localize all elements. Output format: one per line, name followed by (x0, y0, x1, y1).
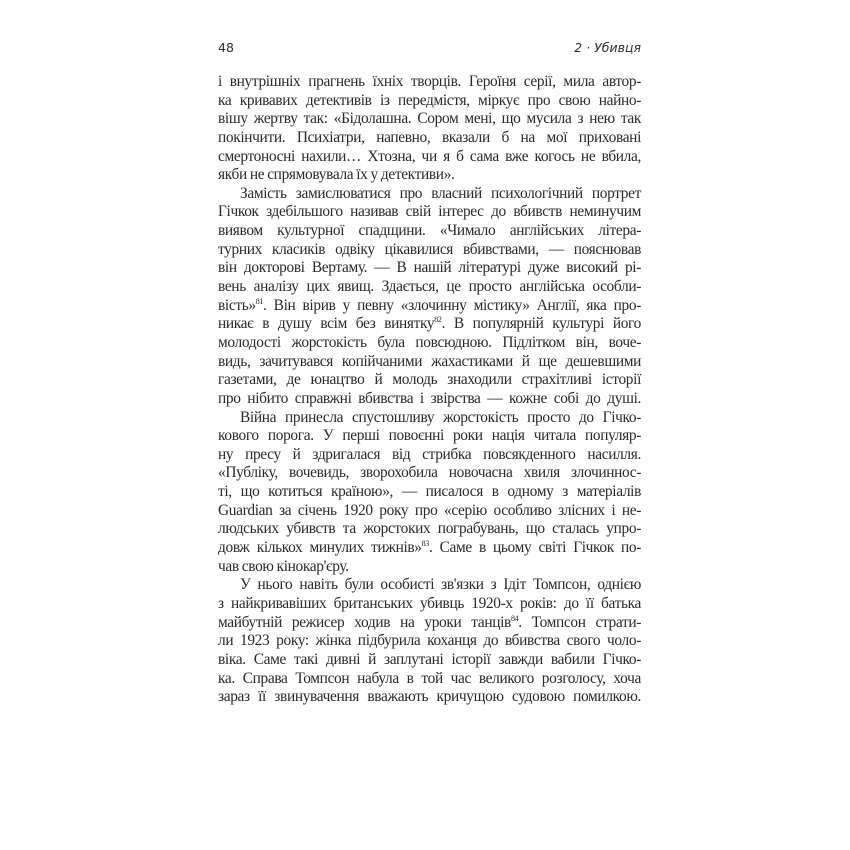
body-text (218, 73, 641, 707)
line-text-continued: . Томпсон страти- (518, 613, 642, 631)
text-line (218, 595, 641, 614)
line-text: Війна принесла спустошливу жорстокість просто до Гічко- (240, 408, 641, 426)
line-text: якби не спрямовувала їх у детективи». (218, 166, 455, 184)
text-line (218, 670, 641, 689)
line-text: вішу жертву так: «Бідолашна. Сором мені, що мусила з нею так (218, 110, 641, 128)
text-line (218, 166, 641, 185)
footnote-marker: 84 (510, 613, 519, 623)
text-line (218, 129, 641, 148)
text-line (218, 92, 641, 111)
text-line (218, 427, 641, 446)
line-text: кового порога. У перші повоєнні роки нація читала популяр- (218, 427, 641, 445)
line-text: майбутній режисер ходив на уроки танців (218, 613, 511, 631)
text-line (218, 539, 641, 558)
text-line (218, 371, 641, 390)
text-line (218, 614, 641, 633)
line-text: він докторові Вертаму. — В нашій літературі дуже високий рі- (218, 259, 641, 277)
text-line (218, 222, 641, 241)
text-line (218, 464, 641, 483)
line-text: турних класиків одвіку цікавилися вбивствами, — пояснював (218, 240, 641, 258)
text-line (218, 73, 641, 92)
page-header (218, 40, 641, 58)
text-line (218, 520, 641, 539)
line-text: виявом культурної спадщини. «Чимало англійських літера- (218, 222, 641, 240)
text-line (218, 502, 641, 521)
line-text: никає в душу всім без винятку (218, 315, 435, 333)
line-text: людських убивств та жорстоких пограбувань, що сталась упро- (218, 520, 641, 538)
text-line (218, 278, 641, 297)
line-text: У нього навіть були особисті зв'язки з Ідіт Томпсон, однією (240, 576, 641, 594)
footnote-marker: 82 (434, 315, 442, 325)
text-line (218, 185, 641, 204)
line-text: віка. Саме такі дивні й заплутані історії завжди вабили Гічко- (218, 650, 641, 668)
text-line (218, 241, 641, 260)
line-text: видь, зачитувався копійчаними жахастиками й ще дешевшими (218, 352, 641, 370)
text-line (218, 558, 641, 577)
line-text: смертоносні нахили… Хтозна, чи я б сама вже когось не вбила, (218, 147, 641, 165)
line-text: Замість замислюватися про власний психологічний портрет (240, 184, 641, 202)
line-text: ті, що котиться країною», — писалося в одному з матеріалів (218, 483, 641, 501)
text-line (218, 297, 641, 316)
text-line (218, 688, 641, 707)
line-text: про нібито справжні вбивства і звірства — кожне собі до душі. (218, 389, 641, 407)
line-text: чав свою кінокар'єру. (218, 557, 349, 575)
text-line (218, 203, 641, 222)
footnote-marker: 83 (421, 539, 429, 549)
line-text: і внутрішніх прагнень їхніх творців. Героїня серії, мила автор- (218, 73, 641, 90)
line-text: ка. Справа Томпсон набула в той час великого розголосу, хоча (218, 669, 641, 687)
line-text: довж кількох минулих тижнів» (218, 539, 422, 557)
line-text: з найкривавіших британських убивць 1920-х років: до її батька (218, 594, 641, 612)
running-head-chapter: 2 · Убивця (574, 40, 641, 55)
text-line (218, 446, 641, 465)
line-text: Guardian за січень 1920 року про «серію особливо злісних і не- (218, 501, 641, 519)
line-text: газетами, де юнацтво й молодь знаходили страхітливі історії (218, 371, 641, 389)
line-text: ка кривавих детективів із передмістя, міркує про свою найно- (218, 91, 641, 109)
line-text: вень аналізу цих явищ. Здається, це просто англійська особли- (218, 278, 641, 296)
line-text: молодості жорстокість була повсюдною. Підлітком він, воче- (218, 333, 641, 351)
text-line (218, 334, 641, 353)
text-line (218, 651, 641, 670)
text-line (218, 632, 641, 651)
line-text: покінчити. Психіатри, напевно, вказали б на мої приховані (218, 128, 641, 146)
line-text: «Публіку, вочевидь, зворохобила новочасна хвиля злочиннос- (218, 464, 641, 482)
text-line (218, 259, 641, 278)
line-text: вість» (218, 296, 256, 314)
text-line (218, 483, 641, 502)
text-line (218, 110, 641, 129)
text-line (218, 409, 641, 428)
line-text: ну пресу й здригалася від стрибка повсякденного насилля. (218, 445, 641, 463)
text-line (218, 315, 641, 334)
line-text: ли 1923 року: жінка підбурила коханця до вбивства свого чоло- (218, 632, 641, 650)
line-text: зараз її звинувачення вважають кричущою судовою помилкою. (218, 688, 641, 706)
line-text: Гічкок здебільшого називав свій інтерес до вбивств неминучим (218, 203, 641, 221)
line-text-continued: . В популярній культурі його (441, 315, 641, 333)
line-text-continued: . Саме в цьому світі Гічкок по- (428, 539, 642, 557)
page-number: 48 (218, 40, 234, 55)
footnote-marker: 81 (255, 296, 264, 306)
text-line (218, 390, 641, 409)
line-text-continued: . Він вірив у певну «злочинну містику» Англії, яка про- (263, 296, 641, 314)
text-line (218, 148, 641, 167)
text-line (218, 576, 641, 595)
text-line (218, 353, 641, 372)
